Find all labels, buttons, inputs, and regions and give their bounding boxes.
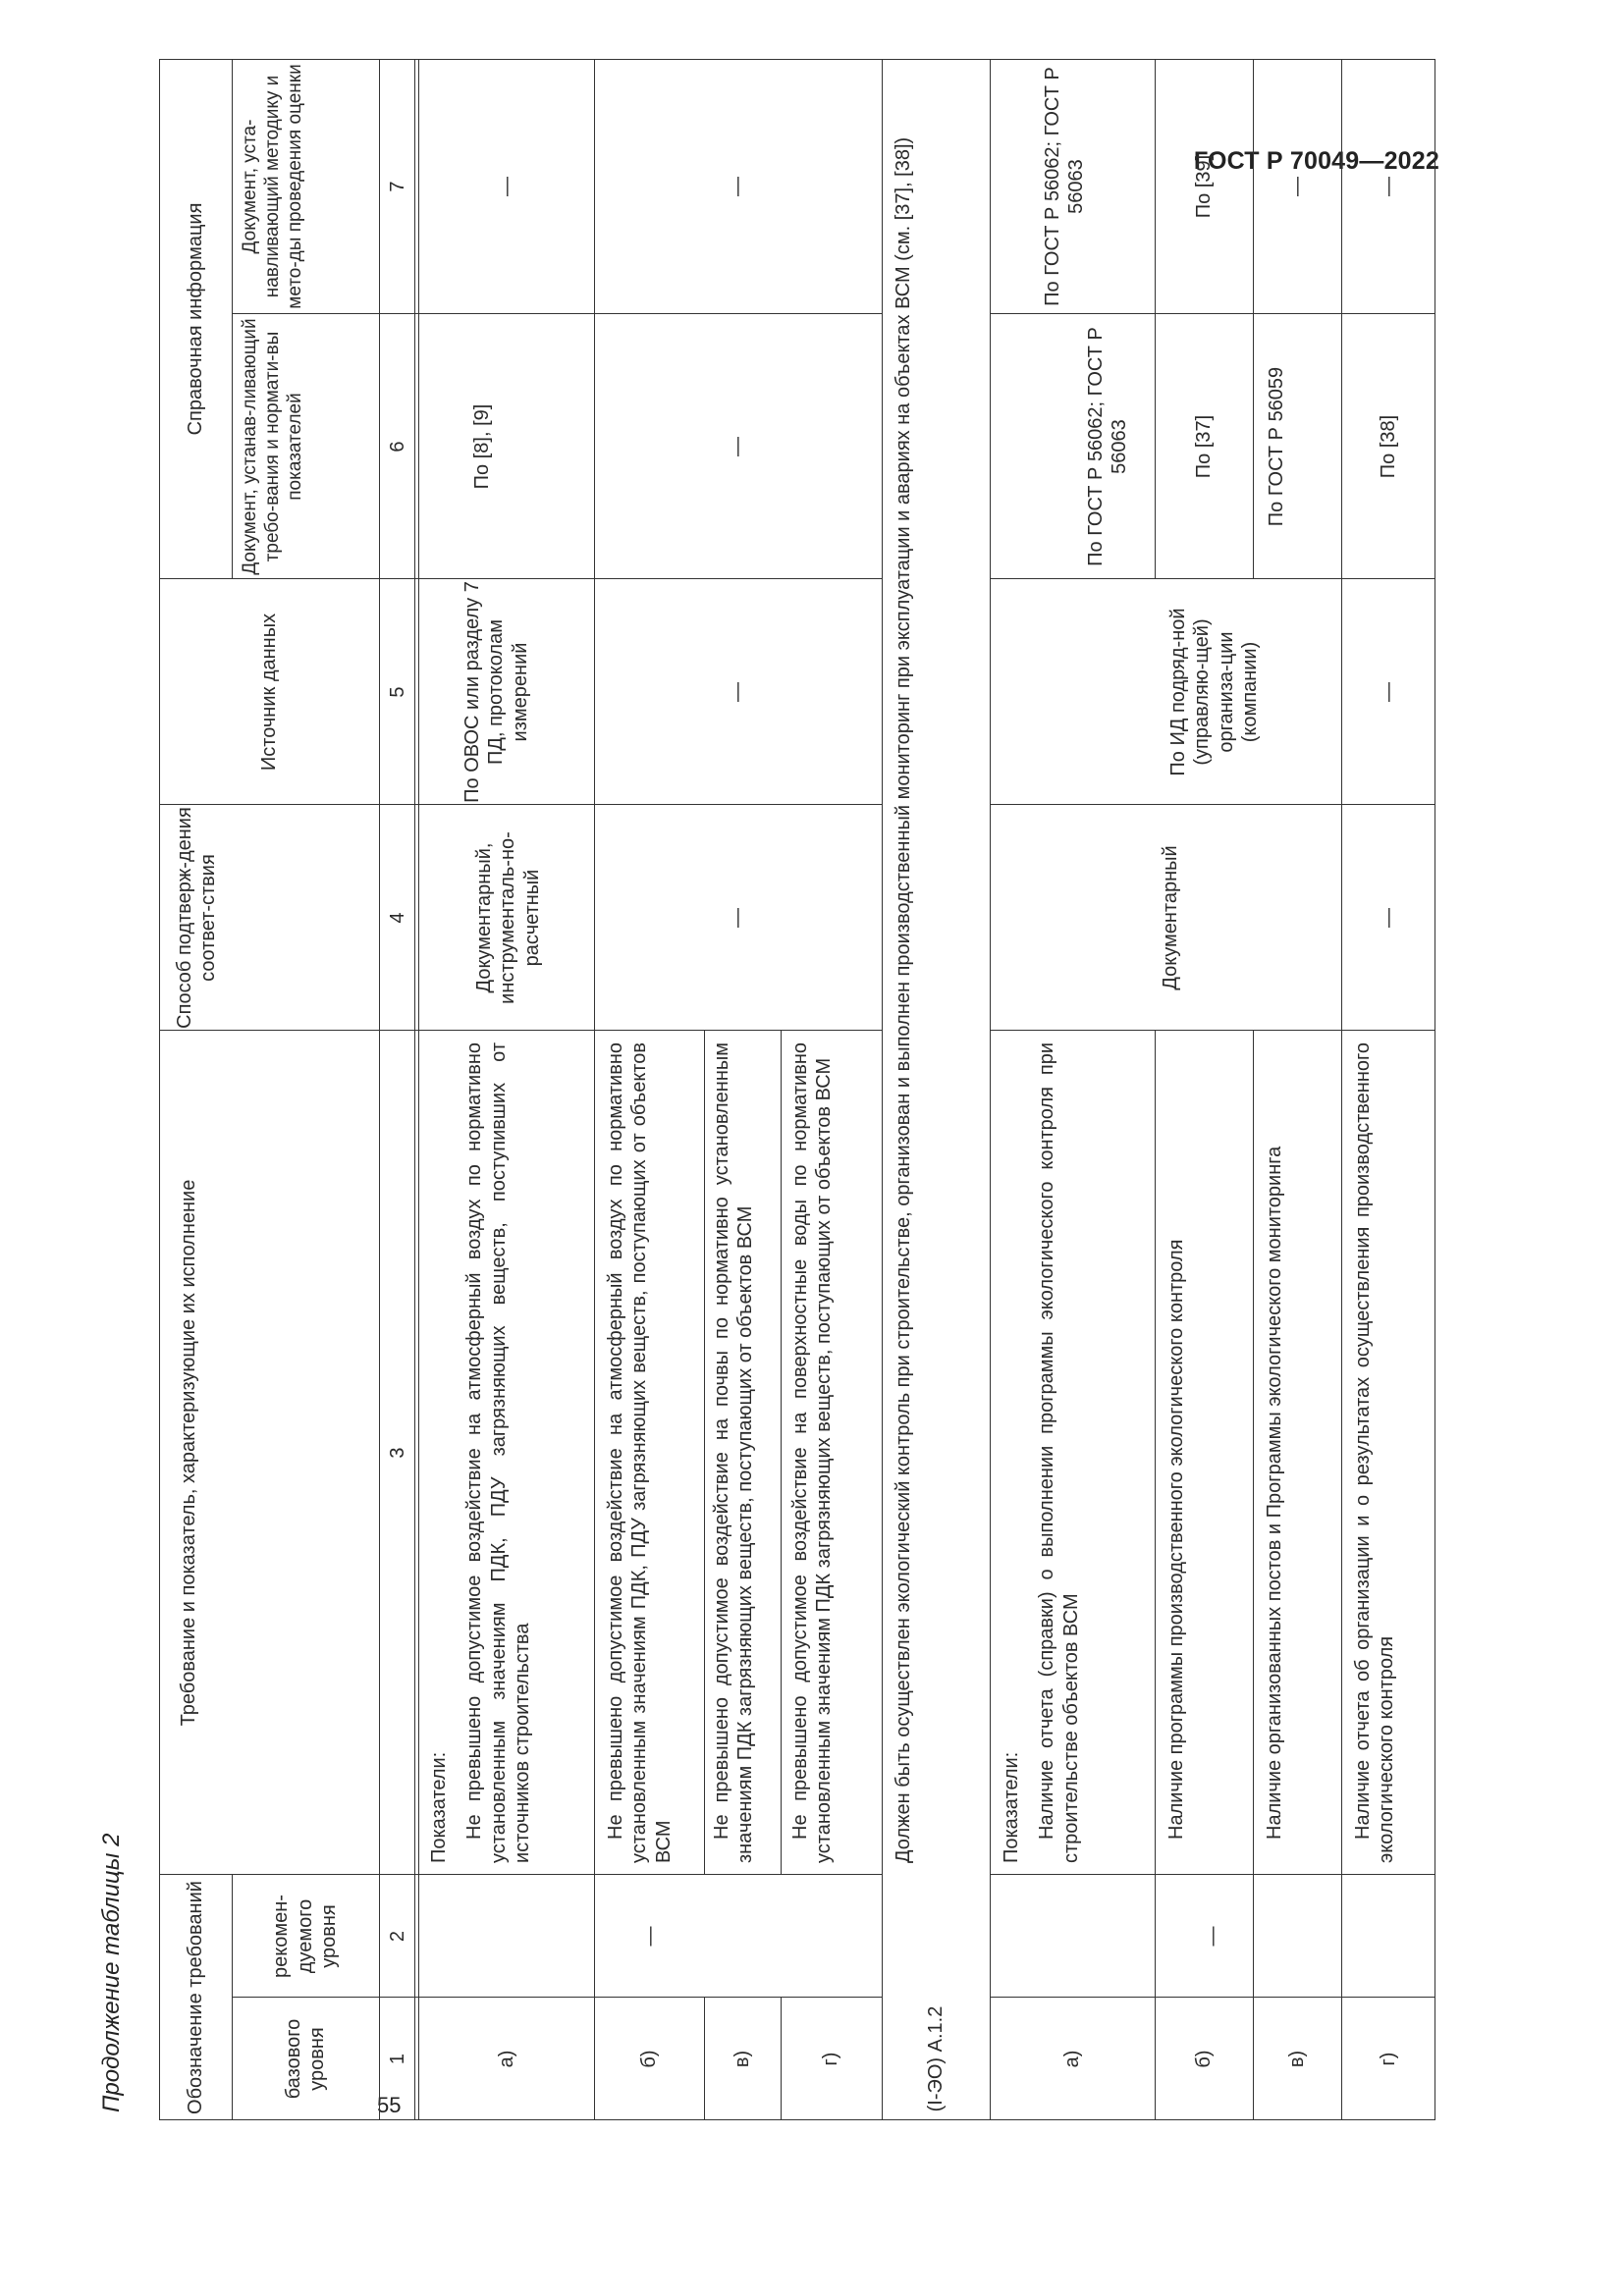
colnum-6: 6 <box>386 441 408 453</box>
header-col-4: Способ подтверж-дения соответ-ствия <box>174 807 220 1029</box>
s1-recommended-level: — <box>639 1926 662 1947</box>
header-designation: Обозначение требований <box>184 1881 206 2114</box>
s1-method-rest: — <box>727 908 749 928</box>
s2-doc6-v: По ГОСТ Р 56059 <box>1266 366 1287 527</box>
colnum-1: 1 <box>386 2053 408 2065</box>
s2-method-abv: Документарный <box>1160 845 1181 990</box>
s1-source-a: По ОВОС или разделу 7 ПД, протоколам измерений <box>461 581 531 803</box>
page-number: 55 <box>377 2093 402 2117</box>
s1-requirement-a-text: Не превышено допустимое воздействие на атмосферный воздух по нормативно установленным значениям ПДК, ПДУ загрязняющих веществ, поступивших от источников строительства <box>463 1042 534 1863</box>
s2-recommended-level: — <box>1201 1926 1223 1947</box>
s2-method-g: — <box>1377 908 1399 928</box>
colnum-4: 4 <box>386 912 408 924</box>
rotated-table <box>98 59 1435 2120</box>
s1-doc7-a: — <box>495 177 517 196</box>
header-col-3: Требование и показатель, характеризующие их исполнение <box>178 1179 199 1727</box>
s2-label-b: б) <box>1192 2050 1215 2068</box>
s1-label-b: б) <box>637 2050 660 2068</box>
s1-doc7-rest: — <box>727 177 749 196</box>
s2-doc6-a: По ГОСТ Р 56062; ГОСТ Р 56063 <box>1085 327 1131 566</box>
s2-source-abv: По ИД подряд-ной (управляю-щей) организа-ции (компании) <box>1167 608 1262 776</box>
s1-requirement-g: Не превышено допустимое воздействие на поверхностные воды по нормативно установленным значениям ПДК загрязняющих веществ, поступающих от объектов ВСМ <box>789 1042 836 1863</box>
s1-label-a: а) <box>495 2050 517 2068</box>
s2-doc7-g: — <box>1377 177 1399 196</box>
s1-indicators-label: Показатели: <box>428 1751 450 1863</box>
header-reference: Справочная информация <box>184 202 206 436</box>
s1-label-g: г) <box>820 2052 842 2066</box>
s1-label-v: в) <box>731 2050 753 2068</box>
table-caption: Продолжение таблицы 2 <box>98 1833 125 2112</box>
s2-requirement-a <box>990 1031 1155 1875</box>
s1-method-a: Документарный, инструменталь-но-расчетный <box>473 831 543 1004</box>
s1-doc6-rest: — <box>727 437 749 456</box>
colnum-5: 5 <box>386 686 408 698</box>
colnum-2: 2 <box>386 1930 408 1943</box>
s2-doc7-v: — <box>1285 177 1308 196</box>
s2-label-v: в) <box>1285 2050 1308 2068</box>
s2-source-g: — <box>1377 682 1399 702</box>
s2-doc6-g: По [38] <box>1377 414 1399 479</box>
colnum-7: 7 <box>386 181 408 192</box>
colnum-3: 3 <box>386 1447 408 1459</box>
s1-doc6-a: По [8], [9] <box>471 403 493 490</box>
s2-requirement-a-text: Наличие отчета (справки) о выполнении программы экологического контроля при строительстве объектов ВСМ <box>1036 1042 1082 1863</box>
s2-indicators-label: Показатели: <box>1001 1751 1022 1863</box>
header-col-1: базового уровня <box>282 2018 328 2100</box>
s2-code: (I-ЭО) А.1.2 <box>924 2005 947 2112</box>
s2-requirement-v: Наличие организованных постов и Программы экологического мониторинга <box>1264 1146 1285 1840</box>
header-col-2: рекомен-дуемого уровня <box>270 1895 341 1978</box>
s2-requirement: Должен быть осуществлен экологический контроль при строительстве, организован и выполнен производственный мониторинг при эксплуатации и авариях на объектах ВСМ (см. [37], [38]) <box>893 136 914 1863</box>
header-col-5: Источник данных <box>257 613 280 772</box>
s2-requirement-b: Наличие программы производственного экологического контроля <box>1165 1239 1187 1840</box>
s2-doc7-a: По ГОСТ Р 56062; ГОСТ Р 56063 <box>1042 67 1088 306</box>
s1-requirement-a <box>419 1031 594 1875</box>
s2-label-a: а) <box>1060 2050 1083 2068</box>
s1-requirement-b: Не превышено допустимое воздействие на атмосферный воздух по нормативно установленным значениям ПДК, ПДУ загрязняющих веществ, поступающих от объектов ВСМ <box>605 1042 675 1863</box>
s1-source-rest: — <box>727 682 749 702</box>
document-code: ГОСТ Р 70049—2022 <box>1193 147 1439 175</box>
s2-doc6-b: По [37] <box>1192 414 1215 479</box>
s2-doc7-b: По [39] <box>1192 154 1215 219</box>
s1-requirement-v: Не превышено допустимое воздействие на почвы по нормативно установленным значениям ПДК загрязняющих веществ, поступающих от объектов ВСМ <box>711 1042 757 1863</box>
s2-requirement-g: Наличие отчета об организации и о результатах осуществления производственного экологического контроля <box>1352 1042 1398 1863</box>
s2-label-g: г) <box>1377 2052 1399 2066</box>
header-col-6: Документ, устанав-ливающий требо-вания и нормати-вы показателей <box>240 318 305 575</box>
header-col-7: Документ, уста-навливающий методику и мето-ды проведения оценки <box>240 64 305 309</box>
